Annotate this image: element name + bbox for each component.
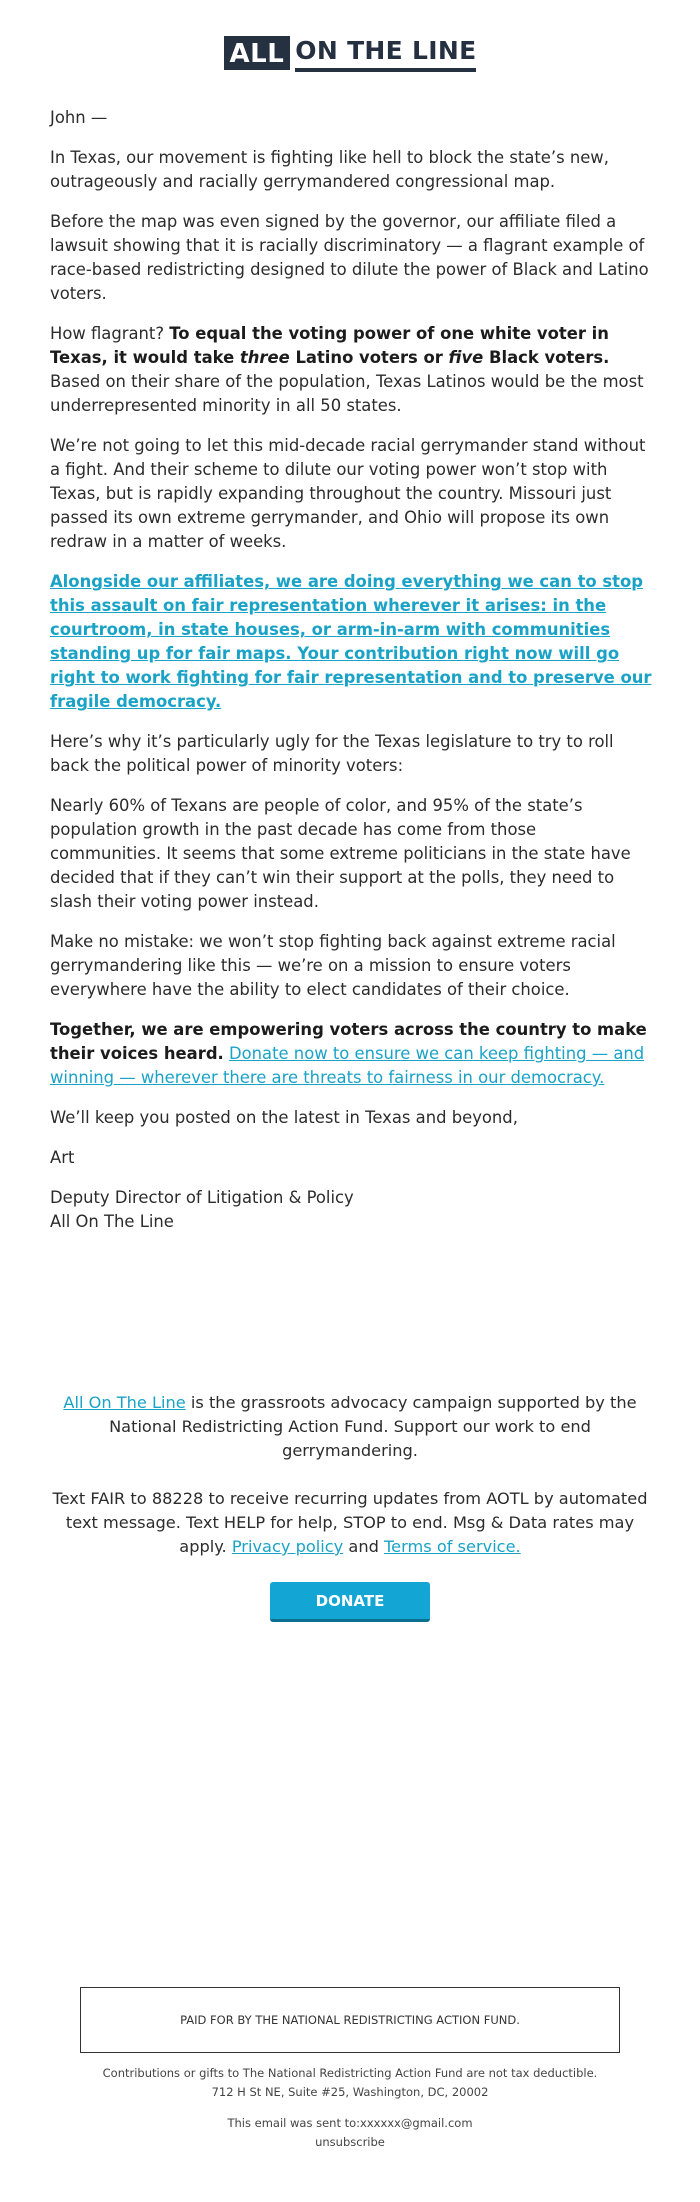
legal-footer <box>0 2064 700 2152</box>
footer-blurb <box>50 1391 650 1583</box>
paragraph-affiliates <box>50 570 652 714</box>
paragraph-not-stopping: We’re not going to let this mid-decade racial gerrymander stand without a fight. And their scheme to dilute our voting power won’t stop with Texas, but is rapidly expanding throughout the country. Missouri just passed its own extreme gerrymander, and Ohio will propose its own redraw in a matter of weeks. <box>50 436 646 551</box>
signature-title: Deputy Director of Litigation & Policy <box>50 1188 354 1207</box>
privacy-policy-link[interactable]: Privacy policy <box>231 1537 344 1556</box>
all-on-the-line-link[interactable]: All On The Line <box>63 1393 186 1412</box>
donate-button[interactable]: DONATE <box>270 1582 430 1622</box>
paragraph-together: Together, we are empowering voters across the country to make their voices heard. Donate now to ensure we can keep fighting — and winning — wherever there are threats to fairness in our democracy. <box>50 1020 647 1087</box>
greeting: John — <box>50 108 108 127</box>
terms-of-service-link[interactable]: Terms of service. <box>384 1537 521 1556</box>
paragraph-intro: In Texas, our movement is fighting like hell to block the state’s new, outrageously and racially gerrymandered congressional map. <box>50 148 609 191</box>
logo-text: ON THE LINE <box>295 36 476 72</box>
flagrant-bold-statement: To equal the voting power of one white voter in Texas, it would take three Latino voters or five Black voters. <box>50 324 610 367</box>
signature-name: Art <box>50 1148 75 1167</box>
paragraph-why-ugly: Here’s why it’s particularly ugly for the Texas legislature to try to roll back the political power of minority voters: <box>50 732 614 775</box>
email-body <box>50 106 652 1234</box>
paragraph-no-mistake: Make no mistake: we won’t stop fighting back against extreme racial gerrymandering like this — we’re on a mission to ensure voters everywhere have the ability to elect candidates of their choice. <box>50 932 616 999</box>
paragraph-keep-posted: We’ll keep you posted on the latest in Texas and beyond, <box>50 1108 518 1127</box>
unsubscribe-link[interactable]: unsubscribe <box>315 2135 385 2149</box>
signature-org: All On The Line <box>50 1212 174 1231</box>
all-on-the-line-logo <box>0 36 700 72</box>
logo-box: ALL <box>224 36 291 70</box>
footer-sms: Text FAIR to 88228 to receive recurring updates from AOTL by automated text message. Text HELP for help, STOP to end. Msg & Data rates may apply. Privacy policy and Terms of service. <box>52 1489 648 1556</box>
paragraph-demographics: Nearly 60% of Texans are people of color, and 95% of the state’s population growth in the past decade has come from those communities. It seems that some extreme politicians in the state have decided that if they can’t win their support at the polls, they need to slash their voting power instead. <box>50 796 631 911</box>
contribute-link[interactable]: Alongside our affiliates, we are doing everything we can to stop this assault on fair representation wherever it arises: in the courtroom, in state houses, or arm-in-arm with communities standing up for fair maps. Your contribution right now will go right to work fighting for fair representation and to preserve our fragile democracy. <box>50 572 652 711</box>
paragraph-flagrant: How flagrant? To equal the voting power of one white voter in Texas, it would take three Latino voters or five Black voters. Based on their share of the population, Texas Latinos would be the most underrepresented minority in all 50 states. <box>50 324 644 415</box>
donate-now-link[interactable]: Donate now to ensure we can keep fighting — and winning — wherever there are threats to fairness in our democracy. <box>50 1044 645 1087</box>
paragraph-lawsuit: Before the map was even signed by the governor, our affiliate filed a lawsuit showing that it is racially discriminatory — a flagrant example of race-based redistricting designed to dilute the power of Black and Latino voters. <box>50 212 649 303</box>
tax-notice: Contributions or gifts to The National Redistricting Action Fund are not tax deductible. <box>102 2066 598 2080</box>
footer-about: All On The Line is the grassroots advocacy campaign supported by the National Redistricting Action Fund. Support our work to end gerrymandering. <box>63 1393 637 1460</box>
sent-to-notice: This email was sent to:xxxxxx@gmail.com <box>227 2116 473 2130</box>
paid-for-text: PAID FOR BY THE NATIONAL REDISTRICTING ACTION FUND. <box>180 2013 520 2027</box>
mailing-address: 712 H St NE, Suite #25, Washington, DC, 20002 <box>211 2085 489 2099</box>
paid-for-box <box>80 1987 620 2053</box>
